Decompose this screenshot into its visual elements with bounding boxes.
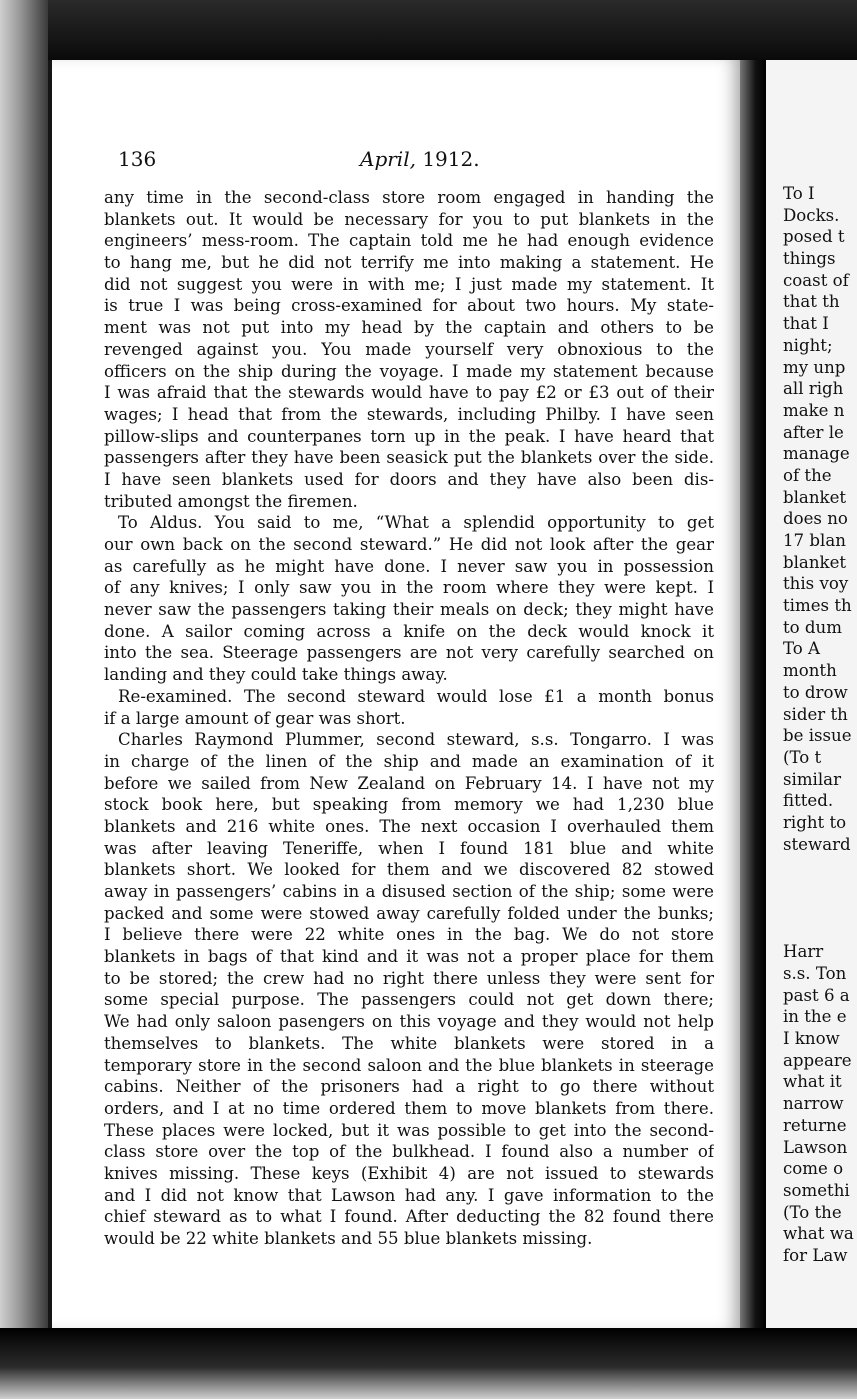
running-head [360, 147, 480, 171]
facing-text-line: that th [783, 292, 840, 312]
text-line: stock book here, but speaking from memory we had 1,230 blue [104, 795, 714, 815]
facing-text-line: month [783, 661, 837, 681]
facing-text-line: posed t [783, 227, 845, 247]
text-line: landing and they could take things away. [104, 665, 448, 685]
facing-text-line: Lawson [783, 1137, 848, 1157]
facing-text-line: Docks. [783, 205, 840, 225]
facing-text-line: (To t [783, 747, 822, 767]
facing-text-line: that I [783, 314, 829, 334]
facing-text-line: similar [783, 769, 841, 789]
text-line: knives missing. These keys (Exhibit 4) are not issued to stewards [104, 1163, 714, 1183]
text-line: to be stored; the crew had no right there unless they were sent for [104, 968, 714, 988]
facing-text-line: my unp [783, 357, 846, 377]
facing-text-line: make n [783, 400, 845, 420]
text-line: To Aldus. You said to me, “What a splendid opportunity to get [118, 513, 714, 533]
facing-text-line: to drow [783, 682, 848, 702]
running-head-month: April, [360, 147, 416, 171]
text-line: passengers after they have been seasick put the blankets over the side. [104, 448, 714, 468]
text-line: in charge of the linen of the ship and made an examination of it [104, 751, 714, 771]
text-line: orders, and I at no time ordered them to move blankets from there. [104, 1098, 714, 1118]
text-line: pillow-slips and counterpanes torn up in the peak. I have heard that [104, 426, 714, 446]
text-line: and I did not know that Lawson had any. I gave information to the [104, 1185, 714, 1205]
text-line: cabins. Neither of the prisoners had a right to go there without [104, 1077, 714, 1097]
text-line: chief steward as to what I found. After deducting the 82 found there [104, 1207, 714, 1227]
text-line: of any knives; I only saw you in the room where they were kept. I [104, 578, 714, 598]
facing-page-text [783, 183, 857, 1267]
facing-text-line: things [783, 249, 836, 269]
facing-text-line: To A [783, 639, 821, 659]
facing-text-line: come o [783, 1159, 844, 1179]
text-line: themselves to blankets. The white blankets were stored in a [104, 1033, 714, 1053]
text-line: class store over the top of the bulkhead. I found also a number of [104, 1142, 714, 1162]
facing-text-line: to dum [783, 617, 842, 637]
text-line: done. A sailor coming across a knife on the deck would knock it [104, 621, 714, 641]
text-line: into the sea. Steerage passengers are not very carefully searched on [104, 643, 714, 663]
running-head-year: 1912. [422, 147, 480, 171]
facing-text-line: all righ [783, 379, 844, 399]
facing-text-line: what it [783, 1072, 842, 1092]
facing-text-line: To I [783, 184, 815, 203]
facing-text-line: appeare [783, 1050, 852, 1070]
facing-text-line: right to [783, 812, 847, 832]
text-line: I have seen blankets used for doors and they have also been dis- [104, 469, 714, 489]
facing-text-line: blanket [783, 552, 847, 572]
text-line: officers on the ship during the voyage. I made my statement because [104, 361, 714, 381]
text-line: is true I was being cross-examined for about two hours. My state- [104, 296, 714, 316]
facing-text-line: 17 blan [783, 531, 846, 550]
facing-text-line: times th [783, 596, 852, 616]
facing-text-line: in the e [783, 1007, 847, 1027]
scanner-background-top [0, 0, 857, 60]
text-line: before we sailed from New Zealand on February 14. I have not my [104, 773, 714, 793]
facing-text-line: what wa [783, 1224, 854, 1244]
text-line: engineers’ mess-room. The captain told me he had enough evidence [104, 231, 714, 251]
scanner-background-bottom [0, 1328, 857, 1399]
text-line: tributed amongst the firemen. [104, 491, 358, 511]
facing-text-line: s.s. Ton [783, 964, 847, 983]
page-number: 136 [118, 147, 157, 171]
text-line: packed and some were stowed away carefully folded under the bunks; [104, 903, 714, 923]
text-line: Charles Raymond Plummer, second steward, s.s. Tongarro. I was [118, 730, 714, 750]
facing-text-line: this voy [783, 574, 849, 594]
text-line: away in passengers’ cabins in a disused section of the ship; some were [104, 882, 714, 901]
body-text [104, 187, 714, 1250]
text-line: These places were locked, but it was possible to get into the second- [104, 1120, 714, 1140]
text-line: ment was not put into my head by the captain and others to be [104, 318, 714, 338]
facing-text-line: narrow [783, 1094, 844, 1114]
text-line: We had only saloon pasengers on this voyage and they would not help [104, 1012, 714, 1032]
text-line: Re-examined. The second steward would lose £1 a month bonus [118, 686, 714, 706]
text-line: as carefully as he might have done. I never saw you in possession [104, 556, 714, 576]
facing-text-line: somethi [783, 1180, 850, 1200]
text-line: did not suggest you were in with me; I just made my statement. It [104, 274, 714, 294]
facing-text-line: blanket [783, 487, 847, 507]
facing-text-line: of the [783, 465, 832, 485]
book-gutter [740, 60, 766, 1330]
facing-text-line: for Law [783, 1245, 848, 1265]
text-line: blankets in bags of that kind and it was not a proper place for them [104, 947, 714, 967]
text-line: blankets out. It would be necessary for you to put blankets in the [104, 209, 714, 229]
text-line: never saw the passengers taking their meals on deck; they might have [104, 600, 714, 620]
text-line: was after leaving Teneriffe, when I found 181 blue and white [104, 838, 714, 858]
text-line: some special purpose. The passengers could not get down there; [104, 990, 714, 1010]
text-line: to hang me, but he did not terrify me into making a statement. He [104, 253, 714, 273]
facing-text-line: returne [783, 1115, 847, 1135]
facing-text-line: I know [783, 1029, 840, 1049]
facing-text-line: does no [783, 509, 848, 529]
facing-text-line: coast of [783, 270, 849, 290]
text-line: I was afraid that the stewards would have to pay £2 or £3 out of their [104, 383, 714, 403]
facing-text-line: manage [783, 444, 850, 464]
facing-text-line: fitted. [783, 791, 834, 811]
facing-text-line: night; [783, 335, 833, 355]
text-line: blankets short. We looked for them and we discovered 82 stowed [104, 860, 714, 880]
facing-text-line: sider th [783, 704, 848, 724]
facing-text-line: steward [783, 834, 851, 854]
text-line: our own back on the second steward.” He did not look after the gear [104, 535, 714, 554]
facing-text-line [783, 855, 857, 941]
facing-text-line: after le [783, 422, 844, 442]
text-line: blankets and 216 white ones. The next occasion I overhauled them [104, 816, 714, 836]
facing-text-line: be issue [783, 726, 852, 746]
text-line: I believe there were 22 white ones in the bag. We do not store [104, 925, 714, 945]
text-line: if a large amount of gear was short. [104, 708, 406, 728]
scanner-background-left [0, 0, 48, 1399]
facing-text-line: past 6 a [783, 985, 850, 1005]
facing-text-line: (To the [783, 1202, 842, 1222]
facing-text-line: Harr [783, 942, 824, 962]
text-line: wages; I head that from the stewards, including Philby. I have seen [104, 404, 714, 424]
text-line: revenged against you. You made yourself very obnoxious to the [104, 339, 714, 359]
text-line: would be 22 white blankets and 55 blue blankets missing. [104, 1229, 593, 1248]
text-line: any time in the second-class store room engaged in handing the [104, 188, 714, 207]
text-line: temporary store in the second saloon and the blue blankets in steerage [104, 1055, 714, 1075]
